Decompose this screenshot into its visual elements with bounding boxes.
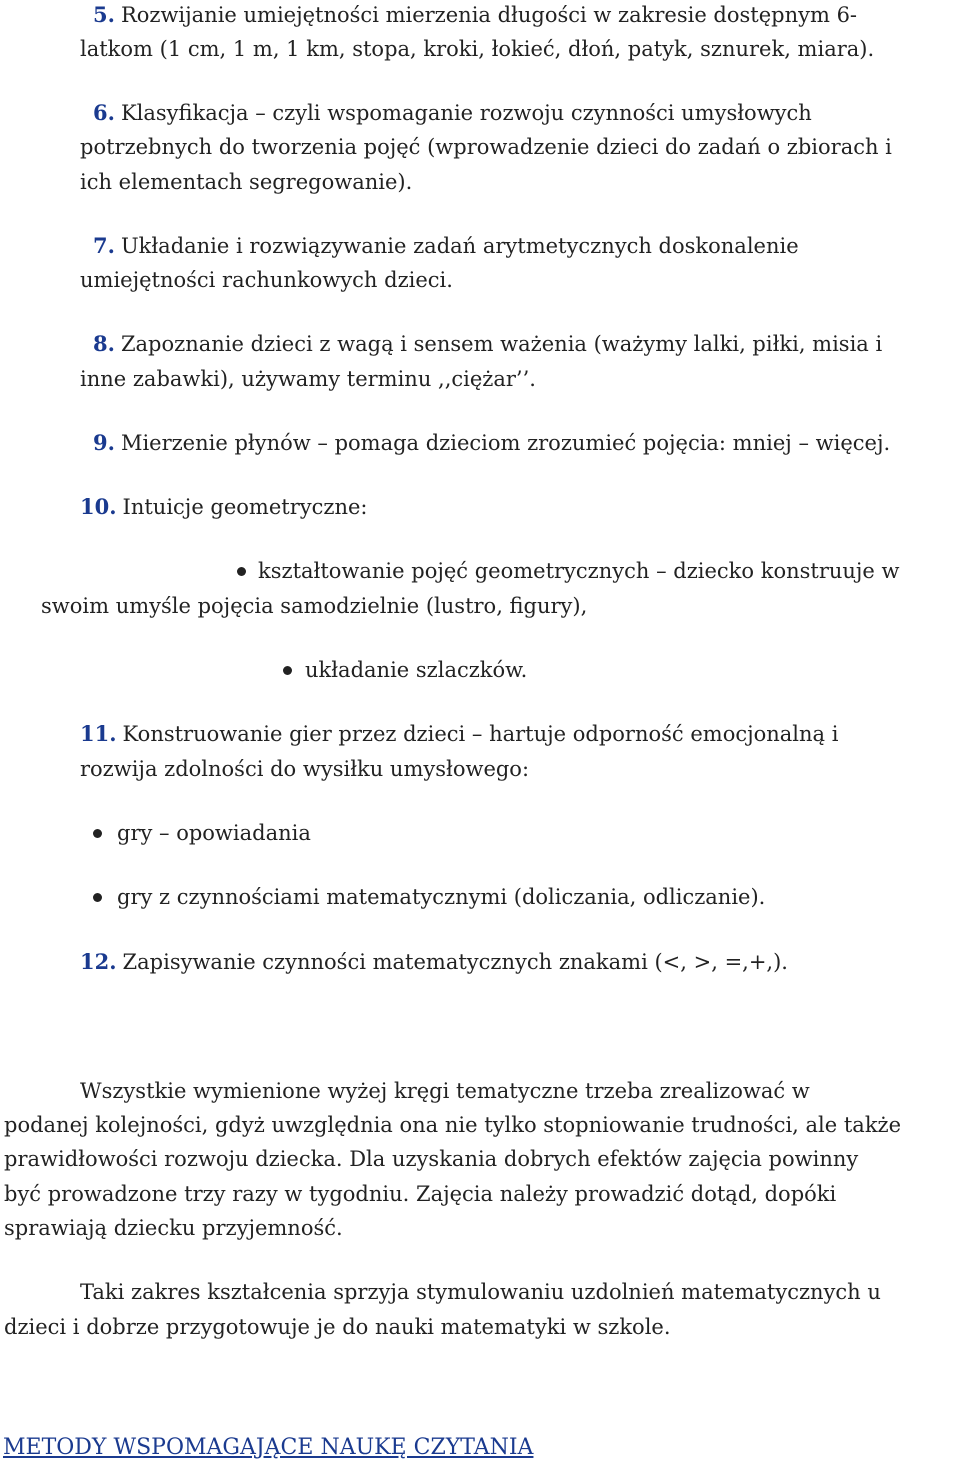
item-text: Intuicje geometryczne: <box>122 495 368 519</box>
bullet-dot-icon <box>237 567 246 576</box>
item-8-line-2: inne zabawki), używamy terminu ,,ciężar’’. <box>80 367 536 391</box>
item-9-line-1 <box>93 428 890 458</box>
item-text: Zapoznanie dzieci z wagą i sensem ważenia (ważymy lalki, piłki, misia i <box>120 332 883 356</box>
paragraph-1-line-3: prawidłowości rozwoju dziecka. Dla uzyskania dobrych efektów zajęcia powinny <box>4 1147 859 1171</box>
item-text: Konstruowanie gier przez dzieci – hartuje odporność emocjonalną i <box>122 722 839 746</box>
item-6-line-3: ich elementach segregowanie). <box>80 170 413 194</box>
item-number: 7. <box>93 233 115 258</box>
item-8-line-1 <box>93 329 882 359</box>
paragraph-1-line-5: sprawiają dziecku przyjemność. <box>4 1216 343 1240</box>
item-text: Układanie i rozwiązywanie zadań arytmetycznych doskonalenie <box>120 234 799 258</box>
paragraph-1-line-1: Wszystkie wymienione wyżej kręgi tematyczne trzeba zrealizować w <box>80 1079 810 1103</box>
bullet-item-games-stories: gry – opowiadania <box>117 821 311 845</box>
item-7-line-2: umiejętności rachunkowych dzieci. <box>80 268 453 292</box>
item-6-line-2: potrzebnych do tworzenia pojęć (wprowadzenie dzieci do zadań o zbiorach i <box>80 135 892 159</box>
item-text: Zapisywanie czynności matematycznych znakami (<, >, =,+,). <box>122 950 788 974</box>
paragraph-2-line-2: dzieci i dobrze przygotowuje je do nauki matematyki w szkole. <box>4 1315 671 1339</box>
item-10-line-1 <box>80 492 367 522</box>
item-6-line-1 <box>93 98 812 128</box>
bullet-dot-icon <box>93 893 102 902</box>
bullet-item-geometry-line-2: swoim umyśle pojęcia samodzielnie (lustro, figury), <box>41 594 588 618</box>
paragraph-1-line-4: być prowadzone trzy razy w tygodniu. Zajęcia należy prowadzić dotąd, dopóki <box>4 1182 837 1206</box>
section-heading-link[interactable]: METODY WSPOMAGAJĄCE NAUKĘ CZYTANIA <box>3 1435 534 1460</box>
item-12-line-1 <box>80 947 788 977</box>
item-11-line-1 <box>80 719 838 749</box>
item-text: Klasyfikacja – czyli wspomaganie rozwoju czynności umysłowych <box>120 101 812 125</box>
item-number: 8. <box>93 331 115 356</box>
item-number: 10. <box>80 494 117 519</box>
bullet-item-games-math: gry z czynnościami matematycznymi (doliczania, odliczanie). <box>117 885 766 909</box>
item-number: 5. <box>93 2 115 27</box>
item-number: 9. <box>93 430 115 455</box>
item-11-line-2: rozwija zdolności do wysiłku umysłowego: <box>80 757 530 781</box>
paragraph-2-line-1: Taki zakres kształcenia sprzyja stymulowaniu uzdolnień matematycznych u <box>80 1280 881 1304</box>
bullet-item-patterns: układanie szlaczków. <box>305 658 528 682</box>
item-7-line-1 <box>93 231 799 261</box>
item-5-line-1 <box>93 0 857 30</box>
bullet-item-geometry-line-1: kształtowanie pojęć geometrycznych – dziecko konstruuje w <box>258 559 900 583</box>
item-number: 12. <box>80 949 117 974</box>
bullet-dot-icon <box>283 666 292 675</box>
bullet-dot-icon <box>93 829 102 838</box>
paragraph-1-line-2: podanej kolejności, gdyż uwzględnia ona nie tylko stopniowanie trudności, ale także <box>4 1113 902 1137</box>
item-text: Mierzenie płynów – pomaga dzieciom zrozumieć pojęcia: mniej – więcej. <box>120 431 891 455</box>
item-number: 6. <box>93 100 115 125</box>
item-text: Rozwijanie umiejętności mierzenia długości w zakresie dostępnym 6- <box>120 3 858 27</box>
item-number: 11. <box>80 721 117 746</box>
item-5-line-2: latkom (1 cm, 1 m, 1 km, stopa, kroki, łokieć, dłoń, patyk, sznurek, miara). <box>80 37 875 61</box>
